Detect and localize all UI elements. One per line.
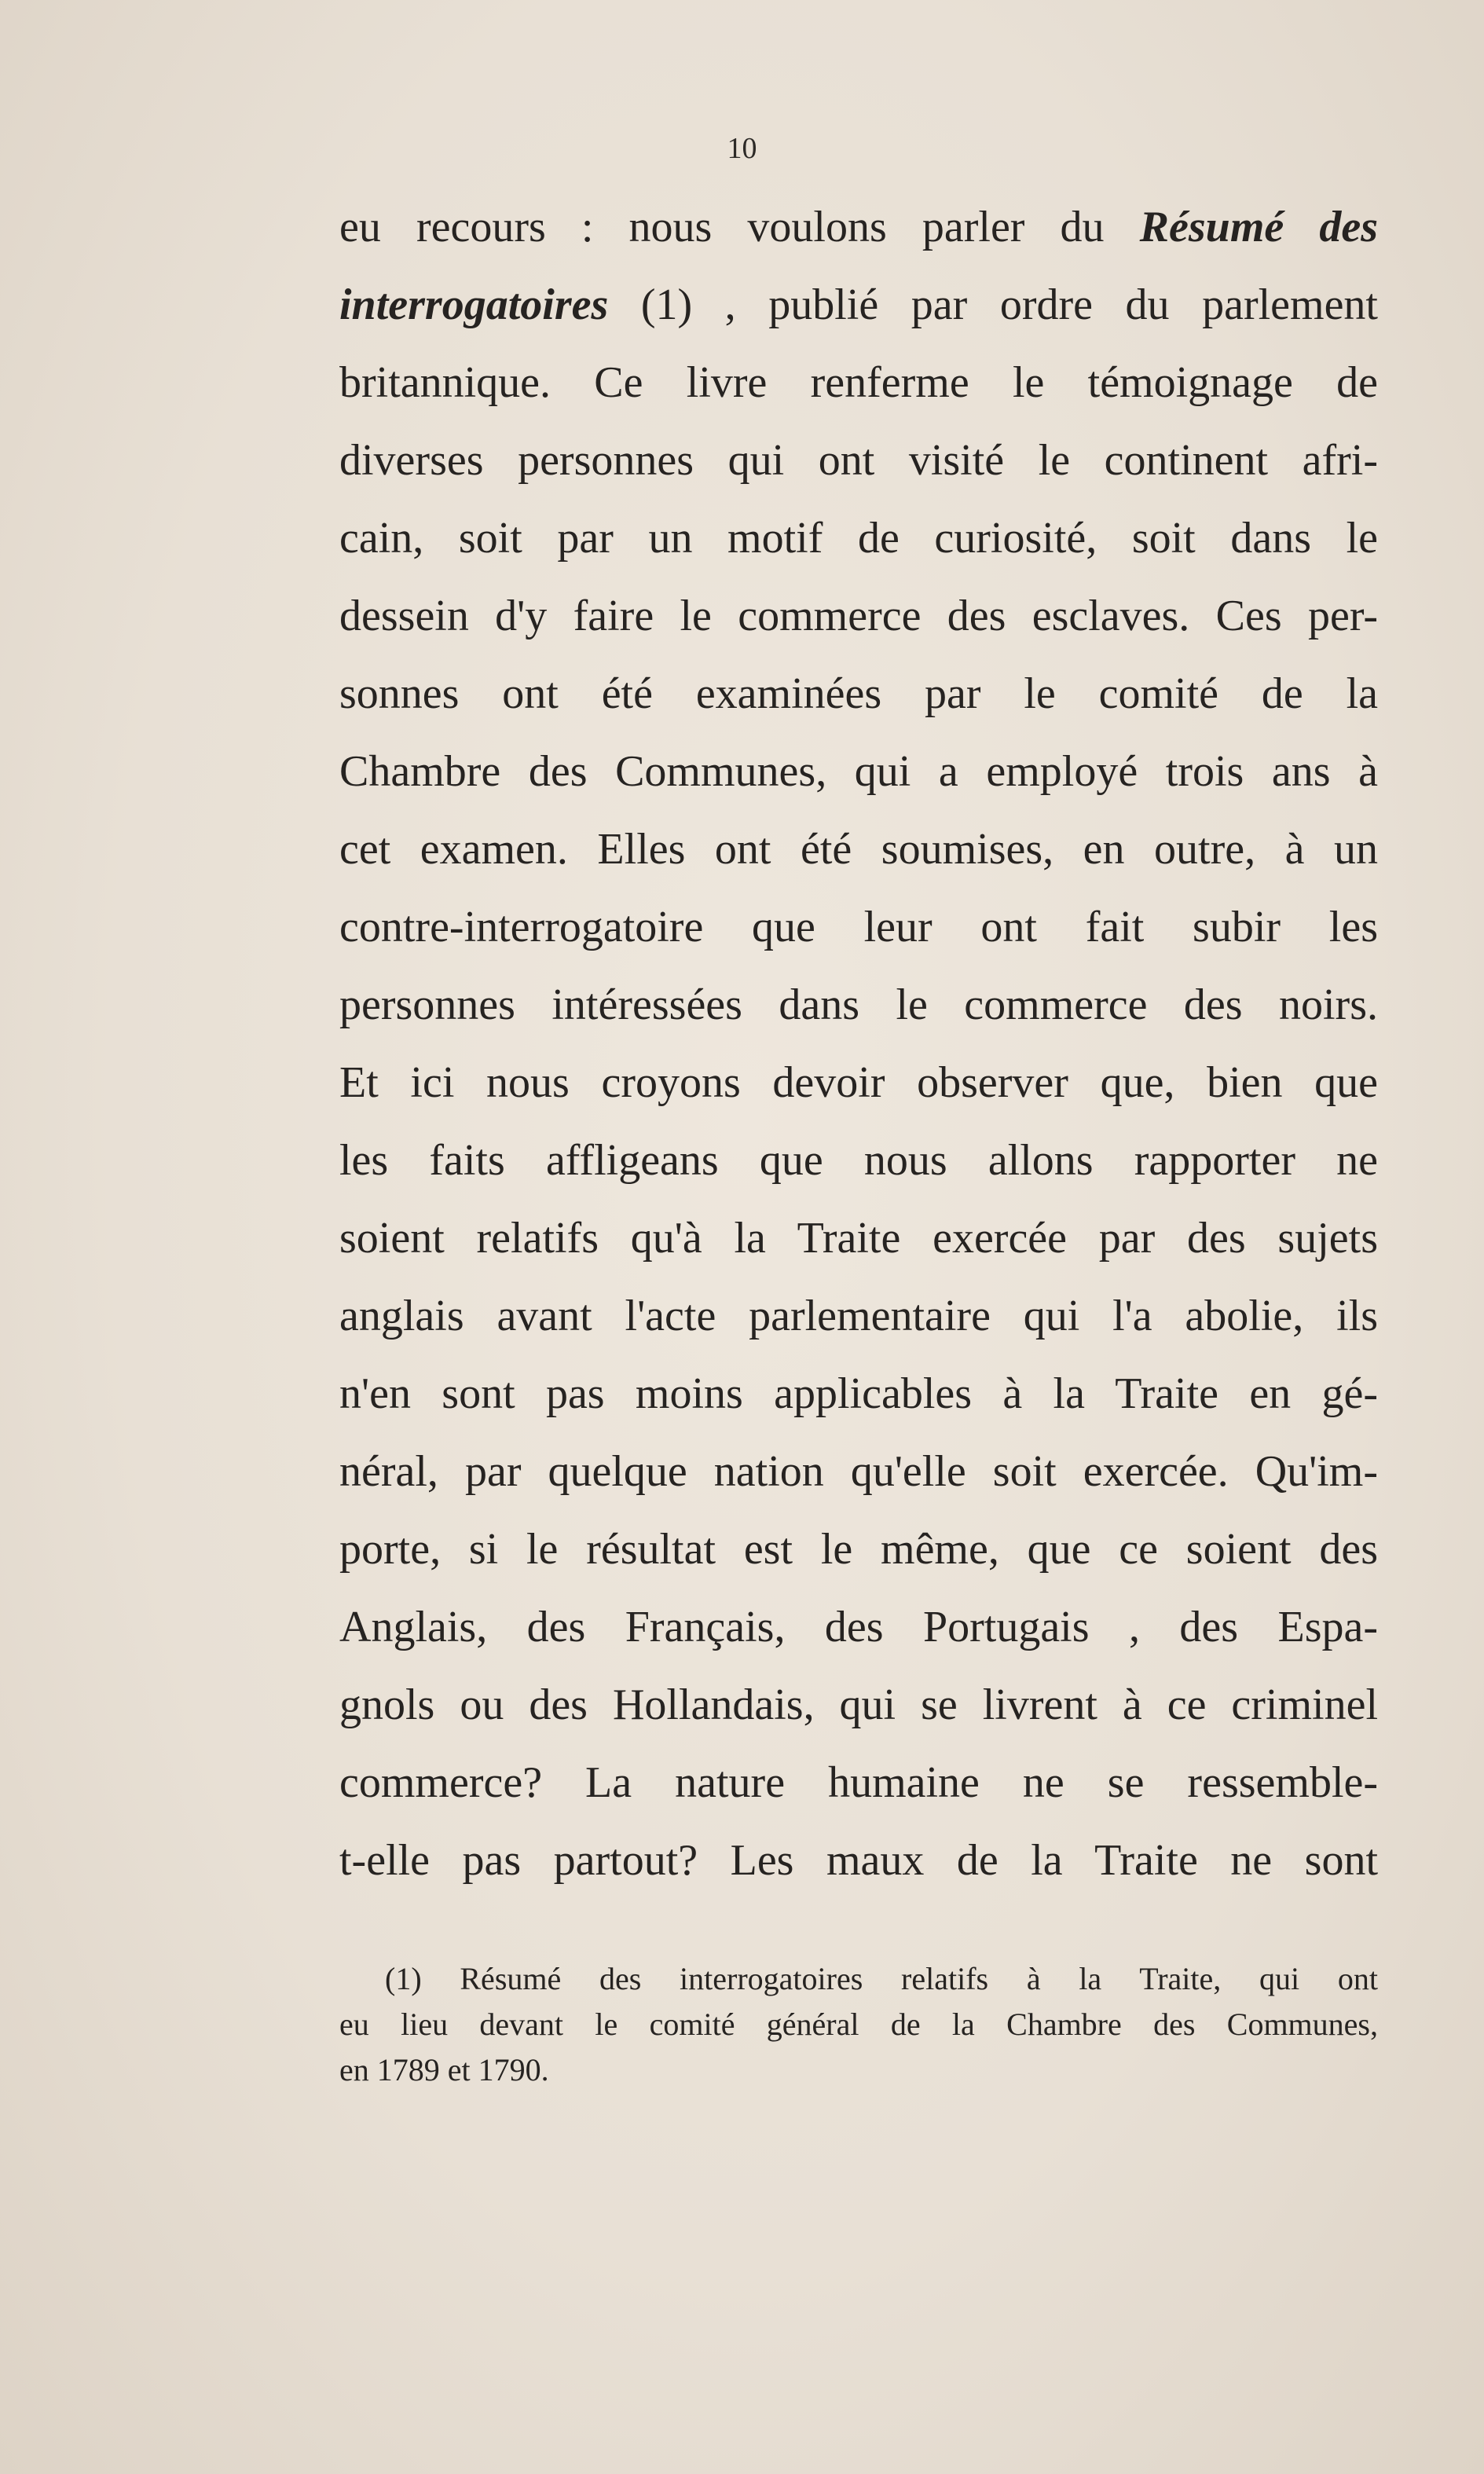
text-line: porte, si le résultat est le même, que ce soient des <box>339 1525 1378 1574</box>
text-line: interrogatoires (1) , publié par ordre du parlement <box>339 280 1378 329</box>
text-line: n'en sont pas moins applicables à la Traite en gé- <box>339 1369 1378 1418</box>
text-line: soient relatifs qu'à la Traite exercée par des sujets <box>339 1214 1378 1263</box>
text-line: cet examen. Elles ont été soumises, en outre, à un <box>339 825 1378 874</box>
footnote <box>339 1956 1378 2093</box>
footnote-line: en 1789 et 1790. <box>339 2052 549 2087</box>
text-line: néral, par quelque nation qu'elle soit exercée. Qu'im- <box>339 1447 1378 1496</box>
text-line: eu recours : nous voulons parler du Résumé des <box>339 203 1378 251</box>
footnote-line: (1) Résumé des interrogatoires relatifs à la Traite, qui ont <box>385 1961 1378 1996</box>
text-line: t-elle pas partout? Les maux de la Traite ne sont <box>339 1836 1378 1885</box>
text-line: Anglais, des Français, des Portugais , des Espa- <box>339 1603 1378 1651</box>
footnote-line: eu lieu devant le comité général de la Chambre des Communes, <box>339 2007 1378 2042</box>
body-text <box>339 189 1378 1900</box>
text-line: diverses personnes qui ont visité le continent afri- <box>339 436 1378 485</box>
text-line: contre-interrogatoire que leur ont fait subir les <box>339 903 1378 951</box>
book-title-emphasis: interrogatoires <box>339 280 609 329</box>
text-line: commerce? La nature humaine ne se ressemble- <box>339 1758 1378 1807</box>
text-line: sonnes ont été examinées par le comité de la <box>339 669 1378 718</box>
text-line: Et ici nous croyons devoir observer que, bien que <box>339 1058 1378 1107</box>
page-number: 10 <box>727 132 757 165</box>
text-line: gnols ou des Hollandais, qui se livrent à ce criminel <box>339 1680 1378 1729</box>
text-line: Chambre des Communes, qui a employé trois ans à <box>339 747 1378 796</box>
text-line: les faits affligeans que nous allons rapporter ne <box>339 1136 1378 1185</box>
text-line: dessein d'y faire le commerce des esclaves. Ces per- <box>339 592 1378 640</box>
book-title-emphasis: Résumé des <box>1139 203 1378 251</box>
text-line: cain, soit par un motif de curiosité, soit dans le <box>339 514 1378 563</box>
text-line: anglais avant l'acte parlementaire qui l'a abolie, ils <box>339 1292 1378 1340</box>
text-line: britannique. Ce livre renferme le témoignage de <box>339 358 1378 407</box>
text-line: personnes intéressées dans le commerce des noirs. <box>339 980 1378 1029</box>
